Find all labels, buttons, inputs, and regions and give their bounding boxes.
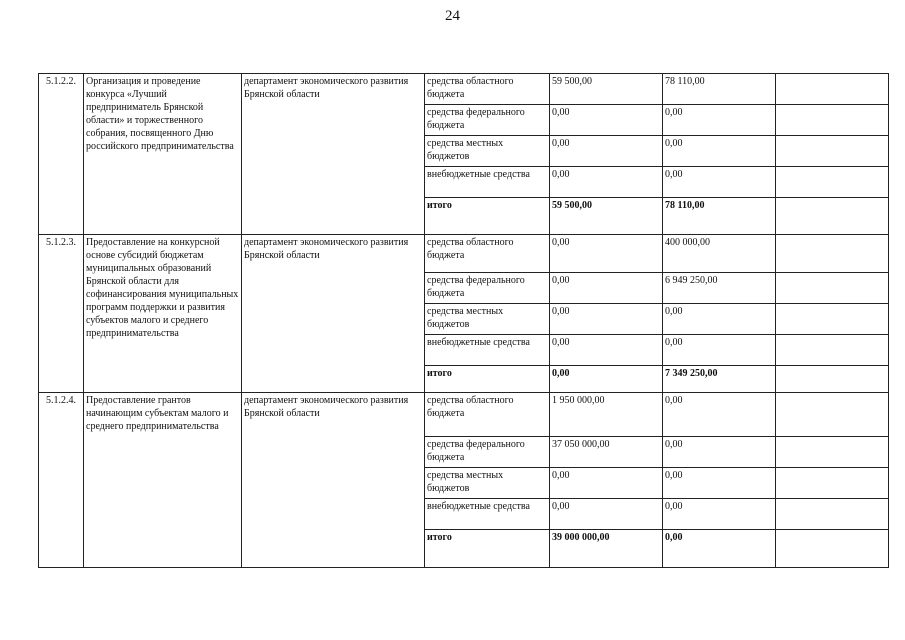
amount-value-1: 0,00 — [550, 105, 663, 136]
amount-value-1: 0,00 — [550, 273, 663, 304]
table-row — [39, 393, 889, 437]
funding-source: средства местных бюджетов — [425, 304, 550, 335]
budget-table — [38, 73, 889, 568]
amount-value-1: 0,00 — [550, 366, 663, 393]
amount-value-1: 0,00 — [550, 167, 663, 198]
table-row — [39, 235, 889, 273]
amount-value-3 — [776, 235, 889, 273]
funding-source: итого — [425, 366, 550, 393]
amount-value-3 — [776, 74, 889, 105]
amount-value-3 — [776, 105, 889, 136]
amount-value-3 — [776, 366, 889, 393]
amount-value-1: 0,00 — [550, 235, 663, 273]
amount-value-2: 0,00 — [663, 105, 776, 136]
amount-value-3 — [776, 198, 889, 235]
amount-value-2: 78 110,00 — [663, 198, 776, 235]
amount-value-2: 0,00 — [663, 136, 776, 167]
table-row — [39, 74, 889, 105]
amount-value-3 — [776, 304, 889, 335]
amount-value-2: 0,00 — [663, 468, 776, 499]
funding-source: внебюджетные средства — [425, 335, 550, 366]
amount-value-2: 6 949 250,00 — [663, 273, 776, 304]
funding-source: средства областного бюджета — [425, 235, 550, 273]
amount-value-2: 78 110,00 — [663, 74, 776, 105]
amount-value-3 — [776, 167, 889, 198]
funding-source: средства федерального бюджета — [425, 273, 550, 304]
funding-source: внебюджетные средства — [425, 499, 550, 530]
amount-value-2: 400 000,00 — [663, 235, 776, 273]
executor-name: департамент экономического развития Брянской области — [242, 235, 425, 393]
activity-name: Предоставление грантов начинающим субъектам малого и среднего предпринимательства — [84, 393, 242, 568]
amount-value-3 — [776, 437, 889, 468]
amount-value-3 — [776, 335, 889, 366]
amount-value-1: 59 500,00 — [550, 74, 663, 105]
amount-value-2: 0,00 — [663, 167, 776, 198]
amount-value-1: 0,00 — [550, 335, 663, 366]
item-code: 5.1.2.2. — [39, 74, 84, 235]
funding-source: внебюджетные средства — [425, 167, 550, 198]
activity-name: Организация и проведение конкурса «Лучший предприниматель Брянской области» и торжественного собрания, посвященного Дню российского предпринимательства — [84, 74, 242, 235]
amount-value-3 — [776, 468, 889, 499]
amount-value-2: 0,00 — [663, 304, 776, 335]
amount-value-3 — [776, 393, 889, 437]
amount-value-2: 0,00 — [663, 393, 776, 437]
activity-name: Предоставление на конкурсной основе субсидий бюджетам муниципальных образований Брянской области для софинансирования муниципальных программ поддержки и развития субъектов малого и среднего предпринимательства — [84, 235, 242, 393]
amount-value-2: 0,00 — [663, 437, 776, 468]
funding-source: средства областного бюджета — [425, 74, 550, 105]
funding-source: итого — [425, 198, 550, 235]
amount-value-3 — [776, 273, 889, 304]
amount-value-1: 37 050 000,00 — [550, 437, 663, 468]
funding-source: средства областного бюджета — [425, 393, 550, 437]
amount-value-1: 0,00 — [550, 304, 663, 335]
amount-value-1: 0,00 — [550, 499, 663, 530]
amount-value-2: 0,00 — [663, 530, 776, 568]
amount-value-1: 1 950 000,00 — [550, 393, 663, 437]
executor-name: департамент экономического развития Брянской области — [242, 393, 425, 568]
amount-value-1: 0,00 — [550, 468, 663, 499]
amount-value-2: 7 349 250,00 — [663, 366, 776, 393]
funding-source: итого — [425, 530, 550, 568]
table-body — [39, 74, 889, 568]
funding-source: средства местных бюджетов — [425, 468, 550, 499]
amount-value-1: 59 500,00 — [550, 198, 663, 235]
executor-name: департамент экономического развития Брянской области — [242, 74, 425, 235]
amount-value-3 — [776, 136, 889, 167]
funding-source: средства федерального бюджета — [425, 437, 550, 468]
amount-value-3 — [776, 530, 889, 568]
page-number: 24 — [445, 8, 460, 24]
amount-value-2: 0,00 — [663, 499, 776, 530]
amount-value-1: 0,00 — [550, 136, 663, 167]
funding-source: средства местных бюджетов — [425, 136, 550, 167]
item-code: 5.1.2.3. — [39, 235, 84, 393]
amount-value-3 — [776, 499, 889, 530]
funding-source: средства федерального бюджета — [425, 105, 550, 136]
item-code: 5.1.2.4. — [39, 393, 84, 568]
amount-value-1: 39 000 000,00 — [550, 530, 663, 568]
amount-value-2: 0,00 — [663, 335, 776, 366]
